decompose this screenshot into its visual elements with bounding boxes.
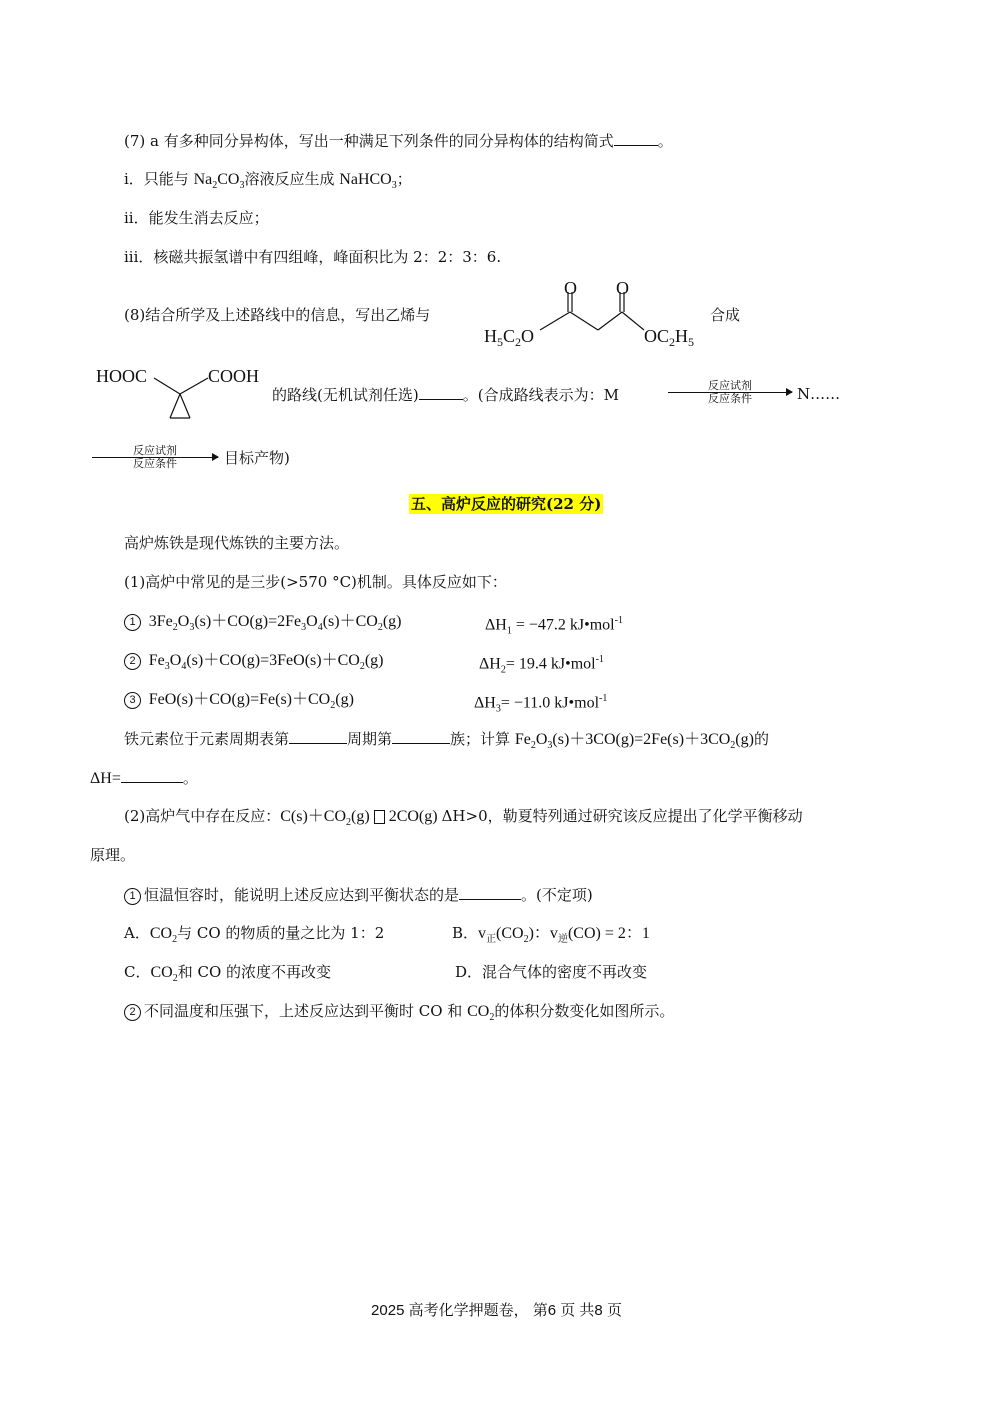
page-footer: 2025 高考化学押题卷， 第6 页 共8 页 — [371, 1302, 622, 1319]
svg-text:OC2H5: $OC_2H_5$ — [644, 326, 695, 349]
subq-1: 1 恒温恒容时，能说明上述反应达到平衡状态的是 。(不定项) — [124, 884, 593, 905]
circled-number: 2 — [124, 653, 141, 670]
circled-number: 3 — [124, 692, 141, 709]
reaction-3: 3 $FeO(s)+CO(g)=Fe(s)+CO_2(g)$ $\Delta H_3= -11.0$ kJ•mol$^{-1}$ — [124, 689, 354, 716]
answer-blank[interactable] — [614, 130, 658, 146]
part2-stem: (2)高炉气中存在反应：$C(s)+CO_2(g)$ 2CO(g) ΔH>0，勒夏特列通过研究该反应提出了化学平衡移动 — [124, 807, 803, 829]
he-cheng-label: 合成 — [710, 306, 741, 324]
reaction-2: 2 $Fe_3O_4(s)+CO(g)=3FeO(s)+CO_2(g)$ $\Delta H_2= 19.4$ kJ•mol$^{-1}$ — [124, 650, 383, 677]
svg-text:O: O — [616, 278, 629, 298]
reaction-arrow: 反应试剂 反应条件 — [668, 380, 792, 405]
reaction-1: 1 $3Fe_2O_3(s)+CO(g)=2Fe_3O_4(s)+CO_2(g)$ $\Delta H_1 = -47.2$ kJ•mol$^{-1}$ — [124, 611, 401, 638]
part1-question: 铁元素位于元素周期表第 周期第 族；计算 $Fe_2O_3(s)+3CO(g)=2Fe(s)+3CO_2(g)$的 — [124, 730, 769, 752]
subq-2: 2 不同温度和压强下，上述反应达到平衡时 CO 和 $CO_2$的体积分数变化如图所示。 — [124, 1001, 674, 1028]
section-intro: 高炉炼铁是现代炼铁的主要方法。 — [124, 534, 350, 552]
q7-condition-iii: iii．核磁共振氢谱中有四组峰，峰面积比为 2：2：3：6. — [124, 248, 502, 266]
part2-stem-cont: 原理。 — [90, 846, 136, 864]
mol2-right-label: COOH — [208, 366, 260, 386]
part1-stem: (1)高炉中常见的是三步(>570 °C)机制。具体反应如下： — [124, 573, 507, 591]
diethyl-malonate-structure — [482, 278, 712, 353]
na2co3-formula: $Na_2CO_3$ — [193, 171, 245, 192]
option-b[interactable]: B．$v_正(CO_2)$：$v_逆(CO) = 2$：1 — [452, 924, 650, 946]
q8-route-line: 的路线(无机试剂任选) 。(合成路线表示为：M — [272, 386, 619, 404]
nahco3-formula: NaHCO$_3$ — [339, 171, 397, 192]
cyclopropane-dicarboxylic-acid-structure — [92, 362, 272, 424]
delta-h-line: ΔH= 。 — [90, 769, 198, 787]
answer-blank[interactable] — [459, 884, 521, 900]
arrow-right-icon — [92, 457, 218, 458]
q7-condition-i: i．只能与 $Na_2CO_3$溶液反应生成 NaHCO$_3$； — [124, 170, 412, 192]
option-d[interactable]: D．混合气体的密度不再改变 — [455, 963, 648, 981]
q7-condition-ii: ii．能发生消去反应； — [124, 209, 269, 227]
answer-blank[interactable] — [392, 728, 450, 744]
circled-number: 1 — [124, 614, 141, 631]
target-product: 目标产物) — [224, 449, 290, 467]
svg-text:O: O — [564, 278, 577, 298]
reaction-arrow: 反应试剂 反应条件 — [92, 445, 218, 470]
answer-blank[interactable] — [121, 767, 183, 783]
svg-text:H5C2O: $H_5C_2O$ — [484, 326, 535, 349]
q7-stem: (7) a 有多种同分异构体，写出一种满足下列条件的同分异构体的结构简式 。 — [124, 132, 673, 150]
option-a[interactable]: A．$CO_2$与 CO 的物质的量之比为 1：2 — [124, 924, 385, 946]
answer-blank[interactable] — [419, 384, 463, 400]
option-c[interactable]: C．$CO_2$和 CO 的浓度不再改变 — [124, 963, 332, 985]
equilibrium-icon — [374, 810, 385, 824]
route-n: N…… — [797, 385, 841, 403]
arrow-right-icon — [668, 392, 792, 393]
section-title: 五、高炉反应的研究(22 分) — [411, 495, 602, 513]
q8-stem: (8)结合所学及上述路线中的信息，写出乙烯与 — [124, 306, 431, 324]
circled-number: 2 — [124, 1004, 141, 1021]
answer-blank[interactable] — [289, 728, 347, 744]
mol2-left-label: HOOC — [96, 366, 148, 386]
circled-number: 1 — [124, 888, 141, 905]
